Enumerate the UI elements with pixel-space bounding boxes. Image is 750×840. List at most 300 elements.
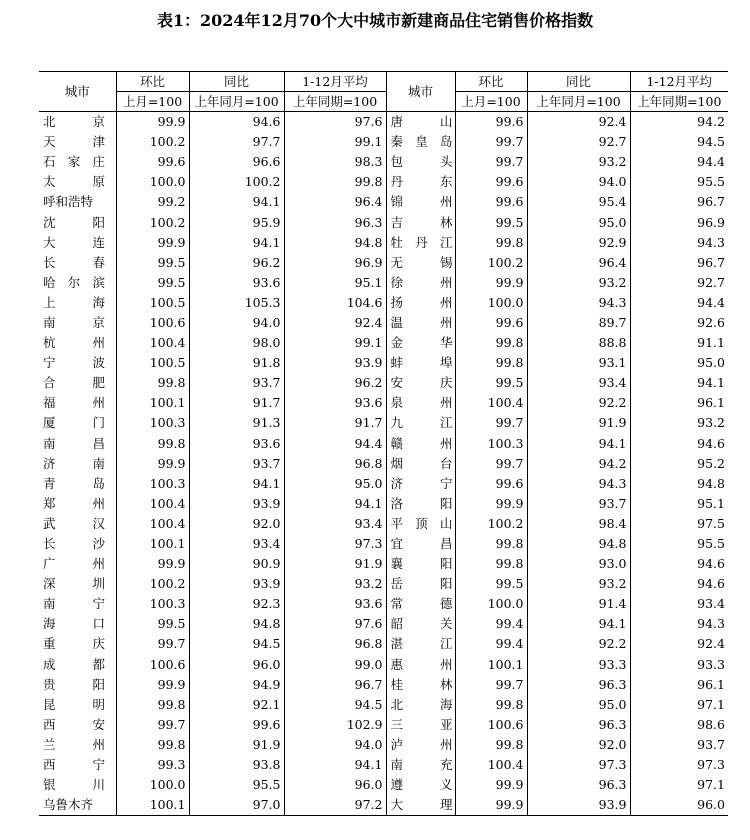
city-cell [386, 775, 455, 795]
city-name: 安庆 [390, 375, 453, 391]
yoy-cell: 94.1 [527, 614, 630, 634]
mom-cell: 100.5 [116, 293, 189, 313]
mom-cell: 100.6 [116, 655, 189, 675]
city-cell [39, 373, 116, 393]
city-cell [39, 212, 116, 232]
yoy-cell: 100.2 [189, 172, 284, 192]
city-name: 烟台 [390, 455, 453, 471]
table-row [39, 514, 728, 534]
city-cell [386, 192, 455, 212]
city-name: 昆明 [43, 696, 105, 712]
mom-cell: 99.9 [116, 454, 189, 474]
yoy-cell: 89.7 [527, 313, 630, 333]
yoy-cell: 93.9 [189, 494, 284, 514]
yoy-cell: 96.4 [527, 253, 630, 273]
yoy-cell: 93.3 [527, 655, 630, 675]
mom-cell: 99.9 [116, 233, 189, 253]
yoy-cell: 91.9 [189, 735, 284, 755]
table-row [39, 675, 728, 695]
mom-cell: 99.8 [455, 695, 527, 715]
city-cell [39, 313, 116, 333]
yoy-cell: 93.7 [527, 494, 630, 514]
avg-cell: 94.0 [284, 735, 386, 755]
city-cell [386, 574, 455, 594]
table-row [39, 494, 728, 514]
city-name: 太原 [43, 174, 105, 190]
mom-cell: 99.8 [116, 434, 189, 454]
yoy-cell: 97.7 [189, 132, 284, 152]
table-row [39, 554, 728, 574]
city-cell [39, 514, 116, 534]
table-row [39, 253, 728, 273]
mom-cell: 100.0 [116, 172, 189, 192]
city-name: 徐州 [390, 274, 453, 290]
city-name: 北京 [43, 114, 105, 130]
yoy-cell: 94.9 [189, 675, 284, 695]
mom-cell: 99.4 [455, 614, 527, 634]
city-name: 大连 [43, 234, 105, 250]
mom-cell: 99.4 [455, 634, 527, 654]
yoy-cell: 94.6 [189, 112, 284, 133]
city-name: 常德 [390, 596, 453, 612]
yoy-cell: 92.1 [189, 695, 284, 715]
city-cell [39, 273, 116, 293]
mom-cell: 100.4 [116, 333, 189, 353]
mom-cell: 100.1 [116, 393, 189, 413]
city-name: 福州 [43, 395, 105, 411]
city-cell [386, 333, 455, 353]
mom-cell: 100.5 [116, 353, 189, 373]
yoy-cell: 94.1 [527, 434, 630, 454]
city-cell [39, 413, 116, 433]
city-cell [386, 172, 455, 192]
mom-cell: 99.8 [455, 554, 527, 574]
city-name: 金华 [390, 335, 453, 351]
yoy-cell: 97.3 [527, 755, 630, 775]
yoy-cell: 94.3 [527, 293, 630, 313]
table-row [39, 715, 728, 735]
avg-cell: 94.1 [284, 494, 386, 514]
table-row [39, 534, 728, 554]
city-cell [386, 293, 455, 313]
mom-cell: 99.9 [116, 554, 189, 574]
city-name: 乌鲁木齐 [43, 797, 94, 813]
city-cell [39, 132, 116, 152]
city-cell [386, 474, 455, 494]
city-cell [39, 735, 116, 755]
avg-cell: 95.0 [630, 353, 728, 373]
city-cell [39, 655, 116, 675]
city-name: 大理 [390, 797, 453, 813]
city-name: 吉林 [390, 214, 453, 230]
yoy-cell: 92.9 [527, 233, 630, 253]
avg-cell: 94.3 [630, 233, 728, 253]
table-row [39, 212, 728, 232]
city-name: 哈尔滨 [43, 274, 105, 290]
yoy-cell: 96.3 [527, 775, 630, 795]
table-body [39, 112, 728, 816]
header-yoy-2: 同比 [527, 72, 630, 92]
mom-cell: 100.2 [116, 574, 189, 594]
mom-cell: 99.7 [455, 413, 527, 433]
mom-cell: 100.2 [455, 253, 527, 273]
yoy-cell: 94.8 [527, 534, 630, 554]
avg-cell: 92.6 [630, 313, 728, 333]
city-name: 锦州 [390, 194, 453, 210]
avg-cell: 93.4 [284, 514, 386, 534]
city-name: 郑州 [43, 495, 105, 511]
city-cell [386, 614, 455, 634]
city-name: 蚌埠 [390, 355, 453, 371]
city-cell [39, 574, 116, 594]
city-cell [386, 795, 455, 816]
avg-cell: 93.2 [284, 574, 386, 594]
yoy-cell: 94.0 [189, 313, 284, 333]
avg-cell: 93.4 [630, 594, 728, 614]
avg-cell: 96.9 [284, 253, 386, 273]
city-name: 赣州 [390, 435, 453, 451]
city-name: 丹东 [390, 174, 453, 190]
mom-cell: 99.8 [455, 333, 527, 353]
avg-cell: 93.2 [630, 413, 728, 433]
avg-cell: 96.2 [284, 373, 386, 393]
mom-cell: 100.2 [116, 212, 189, 232]
city-cell [386, 534, 455, 554]
avg-cell: 97.3 [630, 755, 728, 775]
avg-cell: 94.4 [284, 434, 386, 454]
yoy-cell: 105.3 [189, 293, 284, 313]
city-name: 平顶山 [390, 515, 453, 531]
avg-cell: 93.7 [630, 735, 728, 755]
header-mom-base: 上月=100 [116, 92, 189, 112]
avg-cell: 95.2 [630, 454, 728, 474]
yoy-cell: 90.9 [189, 554, 284, 574]
avg-cell: 97.5 [630, 514, 728, 534]
yoy-cell: 99.6 [189, 715, 284, 735]
yoy-cell: 93.1 [527, 353, 630, 373]
yoy-cell: 91.4 [527, 594, 630, 614]
page-title: 表1：2024年12月70个大中城市新建商品住宅销售价格指数 [156, 11, 594, 30]
city-name: 牡丹江 [390, 234, 453, 250]
mom-cell: 100.3 [116, 594, 189, 614]
mom-cell: 99.6 [455, 172, 527, 192]
avg-cell: 93.6 [284, 594, 386, 614]
yoy-cell: 98.4 [527, 514, 630, 534]
city-cell [39, 695, 116, 715]
city-cell [386, 253, 455, 273]
yoy-cell: 93.6 [189, 434, 284, 454]
city-name: 九江 [390, 415, 453, 431]
mom-cell: 99.8 [116, 695, 189, 715]
yoy-cell: 93.8 [189, 755, 284, 775]
avg-cell: 97.2 [284, 795, 386, 816]
yoy-cell: 93.2 [527, 273, 630, 293]
mom-cell: 100.6 [116, 313, 189, 333]
avg-cell: 94.3 [630, 614, 728, 634]
yoy-cell: 92.2 [527, 393, 630, 413]
yoy-cell: 94.5 [189, 634, 284, 654]
mom-cell: 99.9 [455, 795, 527, 816]
mom-cell: 99.8 [116, 735, 189, 755]
city-cell [386, 393, 455, 413]
avg-cell: 92.7 [630, 273, 728, 293]
yoy-cell: 93.0 [527, 554, 630, 574]
yoy-cell: 92.7 [527, 132, 630, 152]
city-cell [39, 112, 116, 133]
city-cell [39, 333, 116, 353]
city-cell [386, 655, 455, 675]
mom-cell: 99.7 [455, 675, 527, 695]
avg-cell: 94.8 [284, 233, 386, 253]
city-cell [386, 313, 455, 333]
city-cell [386, 353, 455, 373]
mom-cell: 99.7 [455, 152, 527, 172]
avg-cell: 96.0 [284, 775, 386, 795]
mom-cell: 99.5 [455, 574, 527, 594]
city-cell [386, 152, 455, 172]
yoy-cell: 91.7 [189, 393, 284, 413]
city-cell [39, 675, 116, 695]
city-name: 襄阳 [390, 556, 453, 572]
city-name: 天津 [43, 134, 105, 150]
mom-cell: 100.2 [116, 132, 189, 152]
city-cell [386, 413, 455, 433]
table-row [39, 112, 728, 133]
mom-cell: 100.3 [116, 413, 189, 433]
avg-cell: 91.9 [284, 554, 386, 574]
table-row [39, 594, 728, 614]
yoy-cell: 94.0 [527, 172, 630, 192]
mom-cell: 99.7 [116, 715, 189, 735]
avg-cell: 93.3 [630, 655, 728, 675]
city-cell [39, 795, 116, 816]
city-name: 惠州 [390, 656, 453, 672]
avg-cell: 96.1 [630, 675, 728, 695]
avg-cell: 96.7 [284, 675, 386, 695]
avg-cell: 94.6 [630, 574, 728, 594]
city-cell [386, 494, 455, 514]
city-name: 海口 [43, 616, 105, 632]
yoy-cell: 96.0 [189, 655, 284, 675]
avg-cell: 95.1 [630, 494, 728, 514]
avg-cell: 94.4 [630, 152, 728, 172]
city-cell [39, 172, 116, 192]
table-row [39, 172, 728, 192]
city-name: 厦门 [43, 415, 105, 431]
yoy-cell: 97.0 [189, 795, 284, 816]
yoy-cell: 94.2 [527, 454, 630, 474]
table-row [39, 454, 728, 474]
avg-cell: 97.3 [284, 534, 386, 554]
city-cell [386, 434, 455, 454]
mom-cell: 99.3 [116, 755, 189, 775]
city-name: 唐山 [390, 114, 453, 130]
mom-cell: 99.5 [455, 373, 527, 393]
city-cell [39, 253, 116, 273]
table-row [39, 614, 728, 634]
header-city: 城市 [39, 72, 116, 112]
city-cell [39, 715, 116, 735]
mom-cell: 99.6 [455, 112, 527, 133]
avg-cell: 94.1 [630, 373, 728, 393]
city-name: 桂林 [390, 676, 453, 692]
yoy-cell: 93.7 [189, 454, 284, 474]
mom-cell: 99.5 [116, 273, 189, 293]
city-name: 湛江 [390, 636, 453, 652]
table-row [39, 574, 728, 594]
mom-cell: 99.9 [455, 775, 527, 795]
city-name: 岳阳 [390, 576, 453, 592]
city-name: 南昌 [43, 435, 105, 451]
avg-cell: 96.1 [630, 393, 728, 413]
mom-cell: 99.8 [116, 373, 189, 393]
avg-cell: 99.1 [284, 333, 386, 353]
mom-cell: 100.1 [455, 655, 527, 675]
table-row [39, 393, 728, 413]
yoy-cell: 93.4 [527, 373, 630, 393]
city-name: 无锡 [390, 254, 453, 270]
city-cell [386, 454, 455, 474]
table-row [39, 474, 728, 494]
city-name: 重庆 [43, 636, 105, 652]
city-cell [386, 514, 455, 534]
yoy-cell: 92.4 [527, 112, 630, 133]
city-cell [386, 132, 455, 152]
city-name: 青岛 [43, 475, 105, 491]
table-row [39, 735, 728, 755]
city-cell [39, 152, 116, 172]
yoy-cell: 96.3 [527, 715, 630, 735]
avg-cell: 93.6 [284, 393, 386, 413]
avg-cell: 94.1 [284, 755, 386, 775]
yoy-cell: 95.0 [527, 695, 630, 715]
avg-cell: 104.6 [284, 293, 386, 313]
city-name: 秦皇岛 [390, 134, 453, 150]
mom-cell: 100.4 [116, 514, 189, 534]
avg-cell: 95.5 [630, 172, 728, 192]
city-cell [39, 474, 116, 494]
mom-cell: 99.6 [455, 192, 527, 212]
avg-cell: 97.6 [284, 614, 386, 634]
header-mom-base-2: 上月=100 [455, 92, 527, 112]
city-cell [39, 233, 116, 253]
yoy-cell: 93.2 [527, 574, 630, 594]
city-name: 济宁 [390, 475, 453, 491]
avg-cell: 97.6 [284, 112, 386, 133]
table-row [39, 775, 728, 795]
avg-cell: 96.8 [284, 454, 386, 474]
avg-cell: 95.0 [284, 474, 386, 494]
yoy-cell: 93.9 [527, 795, 630, 816]
avg-cell: 92.4 [284, 313, 386, 333]
yoy-cell: 94.8 [189, 614, 284, 634]
avg-cell: 96.9 [630, 212, 728, 232]
city-name: 上海 [43, 294, 105, 310]
table-row [39, 132, 728, 152]
avg-cell: 96.0 [630, 795, 728, 816]
yoy-cell: 91.3 [189, 413, 284, 433]
avg-cell: 94.5 [630, 132, 728, 152]
avg-cell: 102.9 [284, 715, 386, 735]
city-name: 成都 [43, 656, 105, 672]
avg-cell: 97.1 [630, 775, 728, 795]
table-row [39, 192, 728, 212]
avg-cell: 99.8 [284, 172, 386, 192]
city-name: 南京 [43, 314, 105, 330]
city-cell [39, 293, 116, 313]
mom-cell: 99.9 [116, 112, 189, 133]
city-name: 广州 [43, 556, 105, 572]
avg-cell: 91.1 [630, 333, 728, 353]
header-yoy-base-2: 上年同月=100 [527, 92, 630, 112]
yoy-cell: 92.2 [527, 634, 630, 654]
avg-cell: 94.6 [630, 554, 728, 574]
city-cell [386, 273, 455, 293]
table-row [39, 233, 728, 253]
city-cell [386, 695, 455, 715]
city-name: 西安 [43, 716, 105, 732]
yoy-cell: 91.9 [527, 413, 630, 433]
city-name: 杭州 [43, 335, 105, 351]
yoy-cell: 92.0 [527, 735, 630, 755]
city-cell [39, 534, 116, 554]
city-name: 南充 [390, 757, 453, 773]
mom-cell: 100.4 [455, 393, 527, 413]
avg-cell: 96.3 [284, 212, 386, 232]
yoy-cell: 93.7 [189, 373, 284, 393]
avg-cell: 96.4 [284, 192, 386, 212]
city-cell [386, 634, 455, 654]
yoy-cell: 95.4 [527, 192, 630, 212]
city-cell [386, 735, 455, 755]
avg-cell: 95.5 [630, 534, 728, 554]
table-row [39, 655, 728, 675]
mom-cell: 99.9 [455, 494, 527, 514]
mom-cell: 100.4 [455, 755, 527, 775]
yoy-cell: 88.8 [527, 333, 630, 353]
city-name: 呼和浩特 [43, 194, 94, 210]
city-name: 长沙 [43, 536, 105, 552]
city-cell [386, 594, 455, 614]
mom-cell: 99.7 [455, 132, 527, 152]
city-name: 贵阳 [43, 676, 105, 692]
city-cell [386, 233, 455, 253]
city-name: 洛阳 [390, 495, 453, 511]
city-cell [386, 212, 455, 232]
avg-cell: 91.7 [284, 413, 386, 433]
mom-cell: 100.1 [116, 795, 189, 816]
table-row [39, 293, 728, 313]
header-yoy-base: 上年同月=100 [189, 92, 284, 112]
city-cell [386, 554, 455, 574]
mom-cell: 99.8 [455, 534, 527, 554]
city-name: 韶关 [390, 616, 453, 632]
mom-cell: 100.2 [455, 514, 527, 534]
avg-cell: 99.1 [284, 132, 386, 152]
yoy-cell: 95.0 [527, 212, 630, 232]
city-cell [386, 715, 455, 735]
mom-cell: 100.0 [116, 775, 189, 795]
city-name: 泸州 [390, 736, 453, 752]
table-row [39, 795, 728, 816]
yoy-cell: 94.1 [189, 474, 284, 494]
table-row [39, 353, 728, 373]
mom-cell: 100.3 [455, 434, 527, 454]
city-cell [39, 554, 116, 574]
city-cell [39, 634, 116, 654]
mom-cell: 99.6 [455, 313, 527, 333]
avg-cell: 92.4 [630, 634, 728, 654]
